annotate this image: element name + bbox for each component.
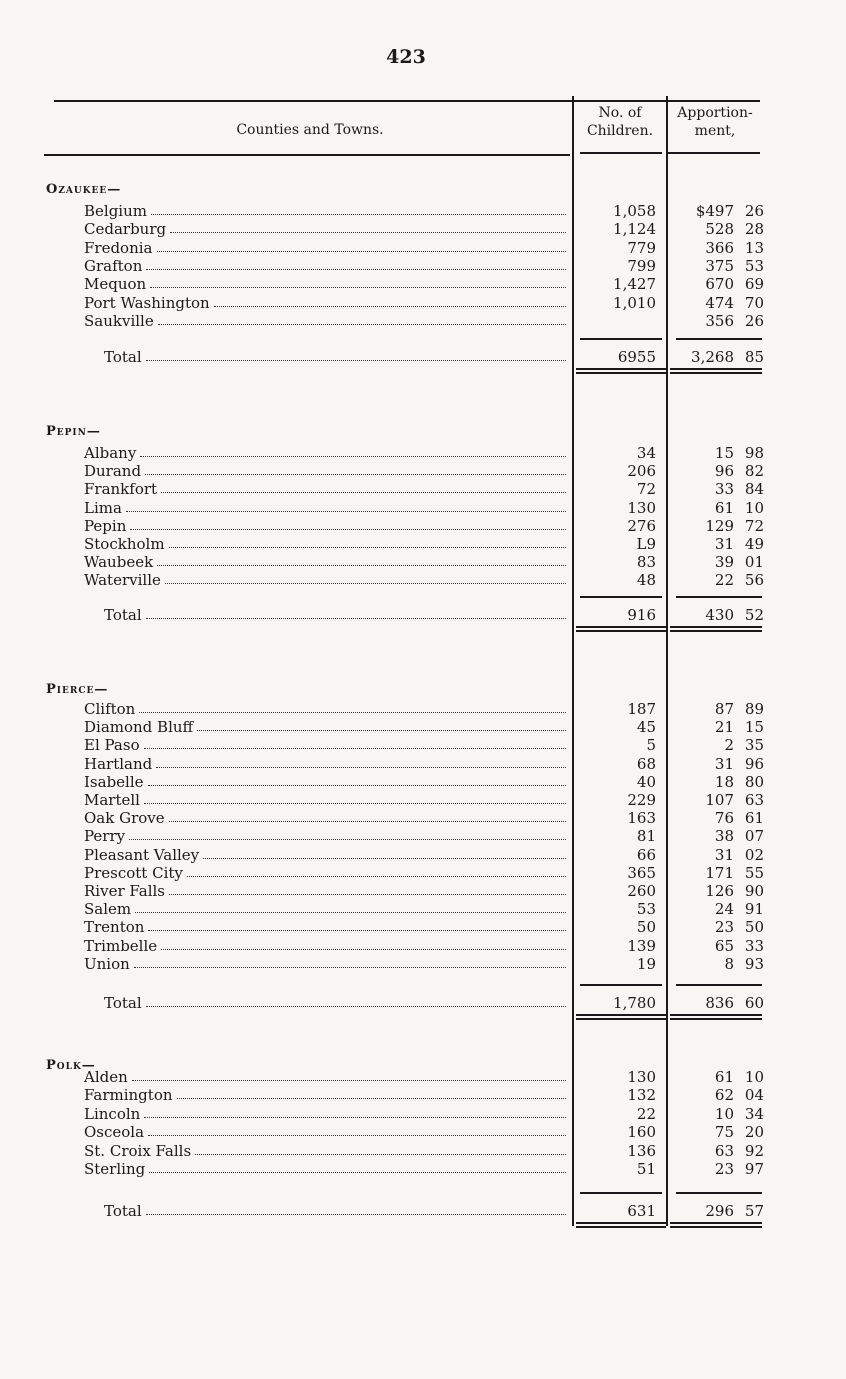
apportionment-cents: 52: [744, 606, 764, 624]
town-name: El Paso: [84, 736, 140, 755]
apportionment-dollars: 670: [705, 275, 734, 294]
leader-dots: [146, 1214, 566, 1215]
town-row: [0, 755, 846, 773]
leader-dots: [169, 894, 566, 895]
children-count: 799: [627, 256, 656, 275]
leader-dots: [161, 949, 566, 950]
leader-dots: [170, 232, 566, 233]
town-name: Farmington: [84, 1086, 173, 1105]
subtotal-rule-apportionment: [676, 596, 762, 598]
leader-dots: [145, 474, 566, 475]
apportionment-cents: 84: [744, 480, 764, 499]
apportionment-cents: 34: [744, 1104, 764, 1123]
apportionment-cents: 61: [744, 809, 764, 828]
apportionment-cents: 33: [744, 936, 764, 955]
town-row: [0, 275, 846, 293]
apportionment-dollars: 62: [714, 1086, 734, 1105]
town-name: Grafton: [84, 256, 143, 275]
children-count: 22: [636, 1104, 656, 1123]
leader-dots: [130, 529, 566, 530]
total-double-rule-apportionment: [670, 1222, 762, 1224]
leader-dots: [187, 876, 566, 877]
apportionment-dollars: 375: [705, 256, 734, 275]
apportionment-dollars: 528: [705, 220, 734, 239]
apportionment-dollars: 33: [714, 480, 734, 499]
children-count: 1,780: [613, 994, 656, 1012]
children-count: 51: [636, 1160, 656, 1178]
children-count: 365: [627, 863, 656, 882]
county-heading: Pierce—: [46, 682, 109, 697]
apportionment-dollars: 107: [705, 791, 734, 809]
total-double-rule-apportionment-2: [670, 372, 762, 374]
town-row: [0, 220, 846, 238]
town-row: [0, 1105, 846, 1123]
town-name: Saukville: [84, 311, 154, 330]
leader-dots: [139, 712, 566, 713]
apportionment-cents: 60: [744, 994, 764, 1012]
total-double-rule-apportionment: [670, 1014, 762, 1016]
total-double-rule-children: [576, 626, 666, 628]
town-row: [0, 553, 846, 571]
children-count: 229: [627, 791, 656, 809]
town-name: Waubeek: [84, 553, 154, 572]
apportionment-dollars: 65: [714, 936, 734, 955]
total-double-rule-children-2: [576, 1226, 666, 1228]
town-name: Perry: [84, 827, 126, 846]
children-count: 66: [636, 845, 656, 864]
leader-dots: [157, 565, 566, 566]
children-count: 68: [636, 754, 656, 773]
apportionment-dollars: 10: [714, 1104, 734, 1123]
town-name: Alden: [84, 1068, 128, 1086]
total-double-rule-apportionment-2: [670, 630, 762, 632]
total-double-rule-apportionment: [670, 626, 762, 628]
town-name: Martell: [84, 791, 140, 809]
town-row: [0, 791, 846, 809]
leader-dots: [144, 748, 566, 749]
apportionment-cents: 53: [744, 256, 764, 275]
children-count: 160: [627, 1123, 656, 1142]
children-count: 5: [646, 736, 656, 755]
leader-dots: [150, 287, 566, 288]
apportionment-cents: 96: [744, 754, 764, 773]
leader-dots: [169, 821, 566, 822]
apportionment-dollars: 75: [714, 1123, 734, 1142]
apportionment-cents: 56: [744, 571, 764, 590]
header-apportionment-line2: ment,: [694, 123, 736, 139]
leader-dots: [148, 1135, 566, 1136]
total-row: [0, 606, 846, 624]
town-row: [0, 1123, 846, 1141]
apportionment-dollars: 3,268: [691, 348, 734, 366]
apportionment-cents: 10: [744, 498, 764, 517]
apportionment-dollars: 18: [714, 772, 734, 791]
children-count: L9: [636, 535, 656, 553]
apportionment-cents: 80: [744, 772, 764, 791]
town-row: [0, 809, 846, 827]
children-count: 187: [627, 700, 656, 718]
leader-dots: [165, 583, 566, 584]
total-double-rule-children-2: [576, 1018, 666, 1020]
leader-dots: [156, 767, 566, 768]
town-name: Pepin: [84, 516, 127, 535]
total-double-rule-apportionment-2: [670, 1018, 762, 1020]
town-name: Prescott City: [84, 863, 183, 882]
apportionment-cents: 97: [744, 1160, 764, 1178]
town-name: Waterville: [84, 571, 161, 590]
leader-dots: [134, 967, 566, 968]
header-counties-towns: Counties and Towns.: [236, 122, 384, 138]
apportionment-dollars: 31: [714, 754, 734, 773]
town-row: [0, 1086, 846, 1104]
town-name: Salem: [84, 900, 132, 919]
header-bottom-rule-left: [44, 154, 570, 156]
town-name: Stockholm: [84, 535, 165, 553]
apportionment-cents: 10: [744, 1068, 764, 1086]
leader-dots: [195, 1154, 566, 1155]
leader-dots: [144, 1117, 566, 1118]
town-name: Lima: [84, 498, 122, 517]
town-row: [0, 517, 846, 535]
town-row: [0, 571, 846, 589]
apportionment-cents: 82: [744, 462, 764, 481]
children-count: 50: [636, 918, 656, 937]
apportionment-cents: 04: [744, 1086, 764, 1105]
leader-dots: [146, 360, 566, 361]
apportionment-dollars: 31: [714, 845, 734, 864]
children-count: 1,010: [613, 293, 656, 312]
leader-dots: [146, 269, 566, 270]
town-row: [0, 444, 846, 462]
apportionment-dollars: 87: [714, 700, 734, 718]
page-number: 423: [386, 46, 426, 68]
apportionment-dollars: 366: [705, 238, 734, 257]
town-name: Oak Grove: [84, 809, 165, 828]
leader-dots: [158, 324, 566, 325]
apportionment-dollars: 430: [705, 606, 734, 624]
total-label: Total: [104, 348, 142, 366]
subtotal-rule-apportionment: [676, 338, 762, 340]
town-name: Clifton: [84, 700, 136, 718]
town-name: Hartland: [84, 754, 153, 773]
apportionment-cents: 85: [744, 348, 764, 366]
total-double-rule-children-2: [576, 630, 666, 632]
subtotal-rule-children: [580, 984, 662, 986]
header-children: [574, 104, 666, 140]
total-row: [0, 348, 846, 366]
town-name: Diamond Bluff: [84, 718, 194, 737]
leader-dots: [151, 214, 566, 215]
subtotal-rule-children: [580, 596, 662, 598]
apportionment-dollars: 129: [705, 516, 734, 535]
town-row: [0, 773, 846, 791]
town-row: [0, 827, 846, 845]
leader-dots: [169, 547, 566, 548]
children-count: 130: [627, 498, 656, 517]
total-double-rule-children: [576, 1014, 666, 1016]
town-name: Lincoln: [84, 1104, 141, 1123]
children-count: 83: [636, 553, 656, 572]
total-double-rule-children: [576, 1222, 666, 1224]
apportionment-dollars: 836: [705, 994, 734, 1012]
town-row: [0, 918, 846, 936]
apportionment-cents: 70: [744, 293, 764, 312]
town-name: Trimbelle: [84, 936, 158, 955]
town-name: Cedarburg: [84, 220, 167, 239]
header-children-line2: Children.: [586, 123, 654, 139]
town-name: Pleasant Valley: [84, 845, 200, 864]
apportionment-cents: 55: [744, 863, 764, 882]
children-count: 40: [636, 772, 656, 791]
leader-dots: [129, 839, 566, 840]
children-count: 136: [627, 1141, 656, 1160]
county-heading: Pepin—: [46, 424, 101, 439]
apportionment-cents: 69: [744, 275, 764, 294]
apportionment-dollars: 76: [714, 809, 734, 828]
town-row: [0, 535, 846, 553]
apportionment-dollars: 2: [724, 736, 734, 755]
town-row: [0, 1142, 846, 1160]
apportionment-cents: 92: [744, 1141, 764, 1160]
children-count: 163: [627, 809, 656, 828]
total-row: [0, 994, 846, 1012]
subtotal-rule-children: [580, 338, 662, 340]
leader-dots: [157, 251, 567, 252]
apportionment-cents: 93: [744, 954, 764, 973]
apportionment-dollars: 24: [714, 900, 734, 919]
children-count: 34: [636, 444, 656, 462]
leader-dots: [197, 730, 566, 731]
children-count: 45: [636, 718, 656, 737]
town-name: Isabelle: [84, 772, 144, 791]
children-count: 53: [636, 900, 656, 919]
children-count: 72: [636, 480, 656, 499]
town-row: [0, 312, 846, 330]
apportionment-cents: 90: [744, 882, 764, 900]
children-count: 631: [627, 1202, 656, 1220]
town-row: [0, 499, 846, 517]
header-bottom-rule-mid: [580, 152, 662, 154]
apportionment-dollars: 38: [714, 827, 734, 846]
total-double-rule-children: [576, 368, 666, 370]
leader-dots: [177, 1098, 566, 1099]
apportionment-dollars: 21: [714, 718, 734, 737]
total-double-rule-apportionment-2: [670, 1226, 762, 1228]
apportionment-dollars: 171: [705, 863, 734, 882]
town-name: Belgium: [84, 202, 147, 220]
children-count: 81: [636, 827, 656, 846]
apportionment-cents: 26: [744, 202, 764, 220]
apportionment-cents: 50: [744, 918, 764, 937]
apportionment-cents: 98: [744, 444, 764, 462]
apportionment-cents: 72: [744, 516, 764, 535]
apportionment-cents: 28: [744, 220, 764, 239]
town-row: [0, 900, 846, 918]
subtotal-rule-children: [580, 1192, 662, 1194]
apportionment-dollars: 474: [705, 293, 734, 312]
children-count: 48: [636, 571, 656, 590]
children-count: 206: [627, 462, 656, 481]
apportionment-dollars: $497: [695, 202, 734, 220]
apportionment-dollars: 296: [705, 1202, 734, 1220]
town-name: Mequon: [84, 275, 147, 294]
leader-dots: [148, 785, 566, 786]
apportionment-cents: 20: [744, 1123, 764, 1142]
town-row: [0, 864, 846, 882]
town-name: Albany: [84, 444, 137, 462]
county-heading: Polk—: [46, 1058, 96, 1073]
town-name: River Falls: [84, 882, 166, 900]
children-count: 1,124: [613, 220, 656, 239]
apportionment-cents: 07: [744, 827, 764, 846]
leader-dots: [135, 912, 566, 913]
total-label: Total: [104, 994, 142, 1012]
apportionment-dollars: 61: [714, 498, 734, 517]
town-name: St. Croix Falls: [84, 1141, 192, 1160]
leader-dots: [146, 1006, 566, 1007]
apportionment-dollars: 23: [714, 1160, 734, 1178]
apportionment-cents: 01: [744, 553, 764, 572]
apportionment-cents: 57: [744, 1202, 764, 1220]
town-name: Fredonia: [84, 238, 153, 257]
apportionment-dollars: 356: [705, 311, 734, 330]
town-name: Durand: [84, 462, 142, 481]
town-row: [0, 480, 846, 498]
town-row: [0, 937, 846, 955]
total-label: Total: [104, 1202, 142, 1220]
children-count: 139: [627, 936, 656, 955]
leader-dots: [214, 306, 566, 307]
apportionment-cents: 15: [744, 718, 764, 737]
total-double-rule-apportionment: [670, 368, 762, 370]
town-name: Trenton: [84, 918, 145, 937]
apportionment-cents: 13: [744, 238, 764, 257]
children-count: 19: [636, 954, 656, 973]
header-apportionment: [668, 104, 762, 140]
apportionment-cents: 89: [744, 700, 764, 718]
apportionment-dollars: 31: [714, 535, 734, 553]
town-row: [0, 882, 846, 900]
children-count: 1,058: [613, 202, 656, 220]
leader-dots: [140, 456, 566, 457]
children-count: 916: [627, 606, 656, 624]
children-count: 779: [627, 238, 656, 257]
total-label: Total: [104, 606, 142, 624]
town-row: [0, 294, 846, 312]
town-name: Osceola: [84, 1123, 145, 1142]
town-name: Union: [84, 954, 130, 973]
town-row: [0, 700, 846, 718]
town-name: Port Washington: [84, 293, 210, 312]
apportionment-cents: 49: [744, 535, 764, 553]
leader-dots: [149, 1172, 566, 1173]
leader-dots: [126, 511, 566, 512]
town-name: Sterling: [84, 1160, 146, 1178]
leader-dots: [132, 1080, 566, 1081]
apportionment-cents: 26: [744, 311, 764, 330]
header-top-rule: [54, 100, 760, 102]
apportionment-dollars: 39: [714, 553, 734, 572]
apportionment-cents: 91: [744, 900, 764, 919]
children-count: 6955: [617, 348, 656, 366]
town-row: [0, 955, 846, 973]
apportionment-dollars: 15: [714, 444, 734, 462]
header-bottom-rule-right: [668, 152, 760, 154]
town-row: [0, 462, 846, 480]
apportionment-dollars: 63: [714, 1141, 734, 1160]
apportionment-dollars: 22: [714, 571, 734, 590]
apportionment-cents: 02: [744, 845, 764, 864]
town-row: [0, 239, 846, 257]
town-row: [0, 1160, 846, 1178]
subtotal-rule-apportionment: [676, 984, 762, 986]
town-row: [0, 718, 846, 736]
town-row: [0, 202, 846, 220]
leader-dots: [161, 492, 566, 493]
apportionment-cents: 35: [744, 736, 764, 755]
county-heading: Ozaukee—: [46, 182, 122, 197]
subtotal-rule-apportionment: [676, 1192, 762, 1194]
children-count: 1,427: [613, 275, 656, 294]
apportionment-dollars: 23: [714, 918, 734, 937]
children-count: 276: [627, 516, 656, 535]
leader-dots: [203, 858, 566, 859]
town-row: [0, 257, 846, 275]
header-children-line1: No. of: [598, 105, 642, 121]
apportionment-dollars: 96: [714, 462, 734, 481]
total-row: [0, 1202, 846, 1220]
apportionment-cents: 63: [744, 791, 764, 809]
leader-dots: [148, 930, 566, 931]
apportionment-dollars: 126: [705, 882, 734, 900]
town-row: [0, 1068, 846, 1086]
town-row: [0, 736, 846, 754]
apportionment-dollars: 61: [714, 1068, 734, 1086]
total-double-rule-children-2: [576, 372, 666, 374]
leader-dots: [146, 618, 566, 619]
leader-dots: [144, 803, 566, 804]
children-count: 260: [627, 882, 656, 900]
children-count: 130: [627, 1068, 656, 1086]
town-row: [0, 846, 846, 864]
apportionment-dollars: 8: [724, 954, 734, 973]
header-apportionment-line1: Apportion-: [677, 105, 753, 121]
town-name: Frankfort: [84, 480, 158, 499]
children-count: 132: [627, 1086, 656, 1105]
